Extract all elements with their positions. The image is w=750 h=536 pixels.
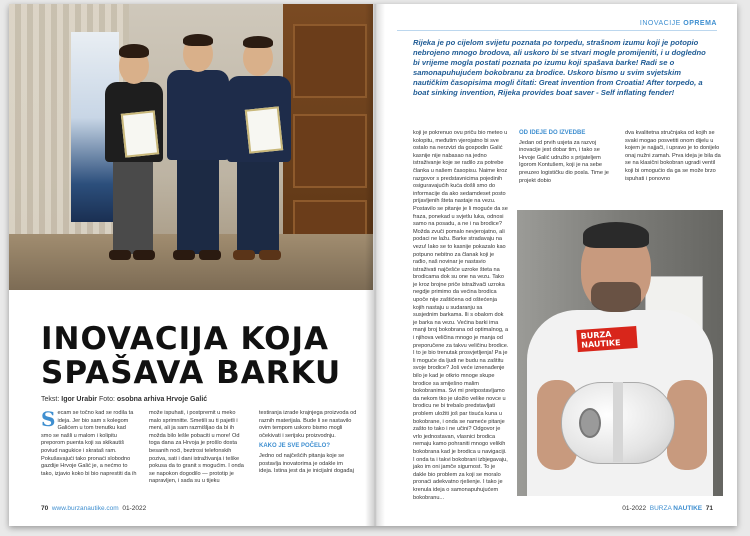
subheading: OD IDEJE DO IZVEDBE [519, 130, 586, 136]
byline: Tekst: Igor Urabir Foto: osobna arhiva Hrvoje Galić [41, 396, 208, 403]
magazine-spread [9, 4, 737, 526]
issue: 01-2022 [622, 505, 647, 512]
diploma [245, 106, 283, 153]
lead-paragraph: Rijeka je po cijelom svijetu poznata po torpedu, strašnom izumu koji je potopio nebrojeno mnogo brodova, ali uskoro bi se stvari mogle promijeniti, i u dogledno bi vrijeme mogla postati poznata po izumu koji spašava barke! Radi se o samonapuhujućem bokobranu za brodice. Uskoro bismo u svim svjetskim nautičkim časopisima mogli čitati: Great invention from Croatia! After torpedo, a boat sinking invention, Rijeka provides boat saver - Self inflating fender! [413, 38, 706, 97]
subheading: KAKO JE SVE POČELO? [259, 443, 331, 450]
body-column-3: testiranja izrade krajnjega proizvoda od raznih materijala. Bude li se nastavilo ovim tempom uskoro bismo mogli očekivati i serijsku proizvodnju. KAKO JE SVE POČELO? Jedno od najčešćih pitanja koje se postavlja inovatorima je odakle im ideja. Istina jest da je inicijalni događaj [259, 410, 357, 475]
spine-shadow [365, 4, 385, 526]
section-label: INOVACIJE OPREMA [639, 20, 717, 27]
body-column-4: koji je pokrenuo ovu priču bio meteo u kolopitu, međutim vjerojatno bi sve ostalo na nerzvizi da gospodin Galić kasnije nije nabasao na jedno istraživanje koje se radilo za potrebe članka u našem časopisu. Naime kroz razgovor s predstavnicima pojedinih osiguravajućih kuća došli smo do informacije da ako sedamdeset posto prijavljenih šteta nastaje na vezu. Postavilo se pitanje je li moguće da se fraza, ponekad u svjetlu luka, odnosi samo na posadu, a ne i na brodice? Možda zvuči pomalo nevjerojatno, ali podaci ne lažu. Barke stradavaju na vezu! Iako se to kasnije pokazalo kao potpuno nebitno za članak koji je rađio, naš novinar je nastavio istraživati najčešće uzroke šteta na brodicama dok su one na vezu. Tako je kroz brojne priče istraživači uzroka negdje primimo da većina brodica upoče nije zaštićena od oštećenja kojih nastaju u sudaranju sa susjednim barkama. Ili s obalom dok je barka na vezu. Većina barki ima manji broj bokobrana od optimalnog, a i njihova veličina mnogo je manja od preporučene za takvu veličinu brodice. I to je bio trenutak prosvjetljenja! Pa je li moguće da ljudi ne budu na zaštitu svoje brodice? Još veće iznenađenje bilo je kad je otkrio mnoge skupe brodice sa smiješno malim bokobranima. Svi mi pretpostavljamo da nekom tko je uložio velike novce u brodicu ne bi trebalo predstavljati problem uložiti još par tisuća kuna u bokobrane, i onda se nameće pitanje zašto to tako i ne učini? Odgovor je vrlo jednostavan, vlasnici brodica nemaju kamo pohraniti mnogo velikih bokobrana kad je brodica u navigaciji. I onda ta i takvi bokobrani izbjegavaju, jako im oni jamče sigurnost. To je dakle bio problem za koji se moralo pronaći adekvatno rješenje. I tako je krenula ideja o samonapuhujućem bokobranu... [413, 130, 509, 501]
man-beard [591, 282, 641, 312]
headline-line: SPAŠAVA BARKU [41, 355, 342, 391]
body-column-5: OD IDEJE DO IZVEDBE Jedan od prvih usjeta za razvoj inovacije jest dobar tim, i tako se Hrvoje Galić udružio s prijateljem Igorom Kontušem, koji je na sebe preuzeo logističku dio posla. Time je projekt dobio [519, 130, 615, 185]
body-column-6: dva kvalitetna stručnjaka od kojih se svaki mogao posvetiti onom dijelu u kojem je najjači, i upravo je to donijelo onaj nužni zamah. Prva ideja je bila da se na klasični bokobran ugradi ventil koji bi omogućio da ga se može brzo ispuhati i ponovno [625, 130, 721, 182]
body-column-1: S ecam se točno kad se rodila ta ideja. Jer bio sam s kolegom Galićem u tom trenutku kad smo se našli u malom i kolipitu preporom puenta koji sa skikautiš poviud nagukice i skrataš ram. Pokušavajući tako pronaći slobodno gazdije Hrvoje Galić je, a nećmo to tako, izjavio koko bi bio naprestiti da ih [41, 407, 137, 477]
drop-cap: S [41, 407, 56, 431]
headline [41, 322, 361, 390]
fender-strap [613, 382, 623, 462]
award-photo [9, 4, 373, 290]
website: www.burzanautike.com [51, 505, 119, 512]
issue: 01-2022 [122, 505, 147, 512]
shirt-logo: BURZA NAUTIKE [576, 326, 637, 352]
body-column-2: može ispuhati, i postpremit u meko malo sprimnitte. Smetili su ti pajetli i meni, ali ja sam razmišljao da bi ih možda bilo lešle pobaciti u more! Od toga dana za Hrvoja je prošlo dosta besanih noći, beztrosi telefonskih poziva, sati i dani istraživanja i teške pokusa da to granit s mogućim. I onda se napokon dogodilo — prototip je napravljen, i sada su u tijeku [149, 410, 244, 485]
headline-line: INOVACIJA KOJA [41, 321, 329, 357]
inventor-photo [517, 210, 723, 496]
page-footer-right: 01-2022 BURZA NAUTIKE 71 [622, 505, 713, 512]
section-rule [397, 30, 717, 31]
fender-valve [579, 408, 601, 438]
page-footer-left [41, 505, 146, 512]
man-hair [583, 222, 649, 248]
right-page [377, 4, 737, 526]
wood-panel [293, 24, 367, 98]
page-number: 70 [41, 505, 49, 512]
left-page [9, 4, 373, 526]
diploma [121, 110, 159, 157]
page-number: 71 [705, 505, 713, 512]
wood-panel [293, 114, 367, 188]
